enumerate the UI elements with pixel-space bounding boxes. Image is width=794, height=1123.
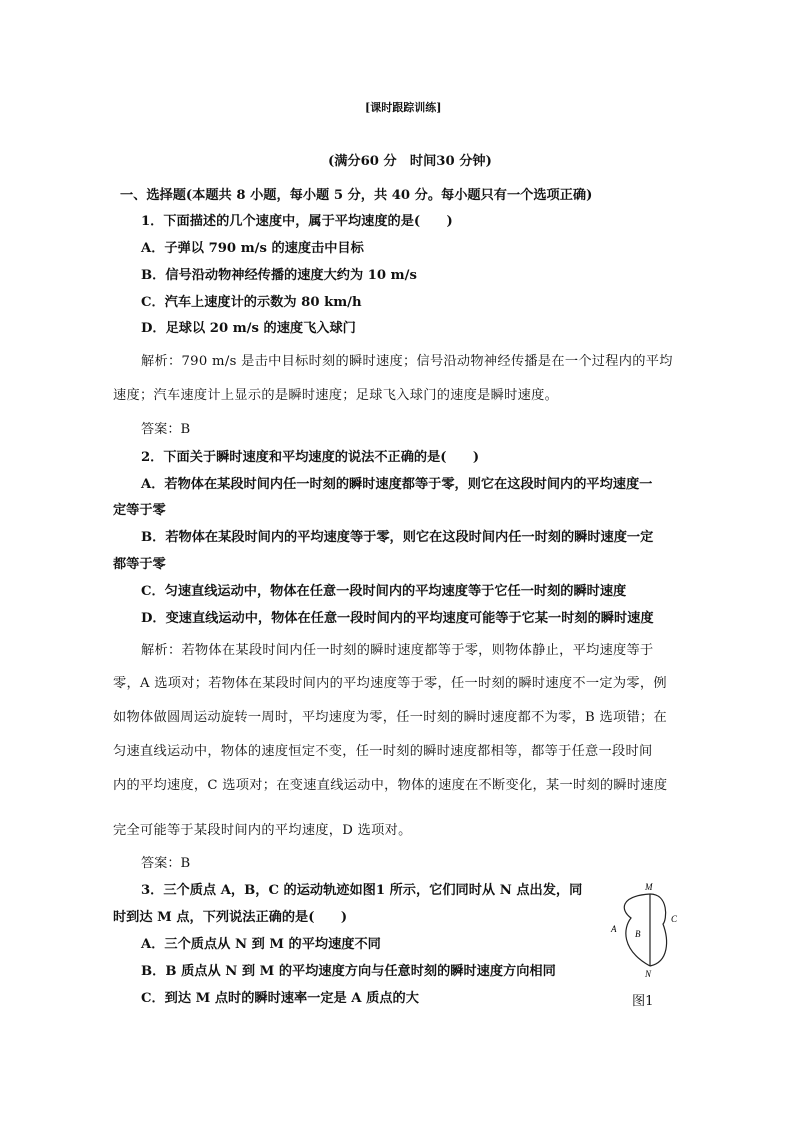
q2-option-a-cont: 定等于零	[113, 503, 166, 518]
q1-option-a: A．子弹以 790 m/s 的速度击中目标	[141, 241, 364, 256]
label-m: M	[645, 882, 653, 892]
q2-option-d: D．变速直线运动中，物体在任意一段时间内的平均速度可能等于它某一时刻的瞬时速度	[141, 611, 654, 626]
q1-option-b: B．信号沿动物神经传播的速度大约为 10 m/s	[141, 268, 417, 283]
q2-analysis-line: 如物体做圆周运动旋转一周时，平均速度为零，任一时刻的瞬时速度都不为零，B 选项错；在	[113, 710, 667, 725]
q3-option-b: B．B 质点从 N 到 M 的平均速度方向与任意时刻的瞬时速度方向相同	[141, 964, 556, 979]
q1-analysis-line: 速度；汽车速度计上显示的是瞬时速度；足球飞入球门的速度是瞬时速度。	[113, 388, 559, 403]
q2-analysis-line: 内的平均速度，C 选项对；在变速直线运动中，物体的速度在不断变化，某一时刻的瞬时速度	[113, 778, 668, 793]
q2-analysis-line: 解析：若物体在某段时间内任一时刻的瞬时速度都等于零，则物体静止，平均速度等于	[141, 643, 654, 658]
label-b: B	[635, 929, 641, 939]
section-title: 一、选择题(本题共 8 小题，每小题 5 分，共 40 分。每小题只有一个选项正确)	[120, 188, 593, 203]
q2-analysis-line: 匀速直线运动中，物体的速度恒定不变，任一时刻的瞬时速度都相等，都等于任意一段时间	[113, 744, 653, 759]
q2-answer: 答案：B	[141, 856, 191, 871]
label-a: A	[611, 924, 617, 934]
q2-option-b-cont: 都等于零	[113, 557, 166, 572]
q3-option-c: C．到达 M 点时的瞬时速率一定是 A 质点的大	[141, 991, 419, 1006]
q2-analysis-line: 零，A 选项对；若物体在某段时间内的平均速度等于零，任一时刻的瞬时速度不一定为零，例	[113, 676, 667, 691]
trajectory-figure	[605, 880, 690, 980]
page-header: [课时跟踪训练]	[365, 101, 442, 114]
q2-option-c: C．匀速直线运动中，物体在任意一段时间内的平均速度等于它任一时刻的瞬时速度	[141, 584, 627, 599]
q2-stem: 2．下面关于瞬时速度和平均速度的说法不正确的是( )	[141, 450, 480, 465]
q3-stem: 3．三个质点 A，B，C 的运动轨迹如图1 所示，它们同时从 N 点出发，同	[141, 883, 583, 898]
q2-option-a: A．若物体在某段时间内任一时刻的瞬时速度都等于零，则它在这段时间内的平均速度一	[141, 477, 653, 492]
q1-option-d: D．足球以 20 m/s 的速度飞入球门	[141, 321, 356, 336]
q1-analysis-line: 解析：790 m/s 是击中目标时刻的瞬时速度；信号沿动物神经传播是在一个过程内的平均	[141, 354, 673, 369]
q1-answer: 答案：B	[141, 422, 191, 437]
q3-stem-cont: 时到达 M 点，下列说法正确的是( )	[113, 910, 348, 925]
figure-caption: 图1	[632, 994, 654, 1009]
q1-option-c: C．汽车上速度计的示数为 80 km/h	[141, 295, 362, 310]
q3-option-a: A．三个质点从 N 到 M 的平均速度不同	[141, 937, 381, 952]
label-c: C	[671, 914, 678, 924]
label-n: N	[645, 969, 652, 979]
q1-stem: 1．下面描述的几个速度中，属于平均速度的是( )	[141, 214, 453, 229]
q2-option-b: B．若物体在某段时间内的平均速度等于零，则它在这段时间内任一时刻的瞬时速度一定	[141, 530, 654, 545]
path-c-curve	[650, 894, 667, 966]
score-time-info: (满分60 分 时间30 分钟)	[328, 154, 492, 169]
q2-analysis-line: 完全可能等于某段时间内的平均速度，D 选项对。	[113, 823, 412, 838]
